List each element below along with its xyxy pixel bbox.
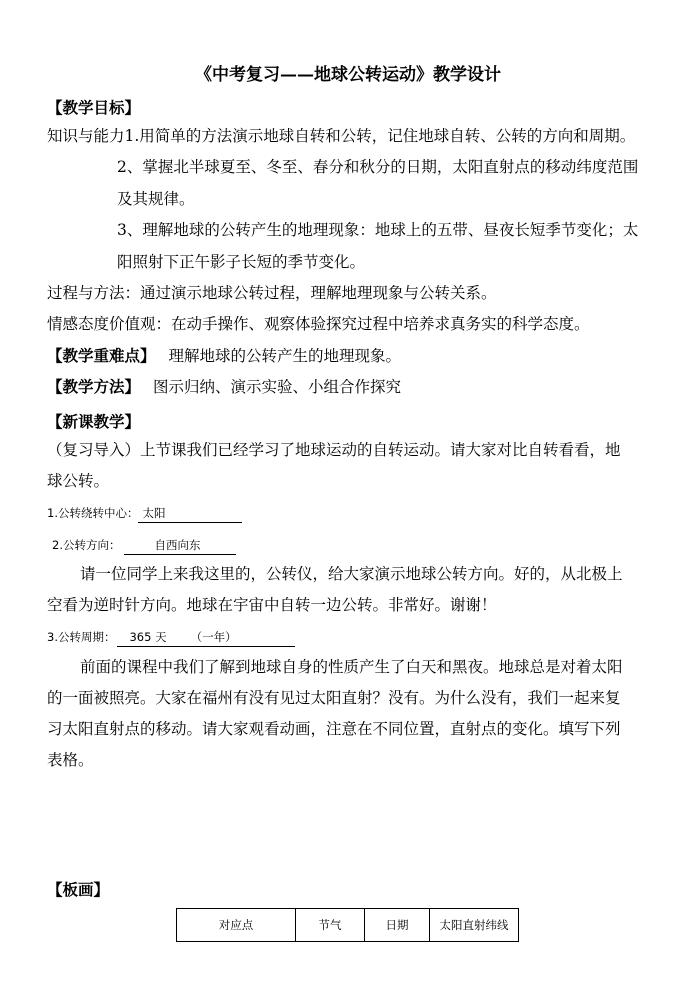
paragraph-line-1: 前面的课程中我们了解到地球自身的性质产生了白天和黑夜。地球总是对着太阳 [80,658,623,676]
question-3 [47,629,295,647]
section-new-lesson: 【新课教学】 [47,412,141,431]
method-text: 图示归纳、演示实验、小组合作探究 [152,378,401,396]
paragraph-line-4: 表格。 [47,751,94,769]
table-header-cell: 日期 [365,909,430,942]
question-2 [52,537,236,555]
table-header-cell: 对应点 [177,909,296,942]
section-key-point: 【教学重难点】 [47,346,156,365]
question-3-answer: 365 天 [129,630,167,644]
demo-line-2: 空看为逆时针方向。地球在宇宙中自转一边公转。非常好。谢谢！ [47,596,497,614]
question-1 [47,505,242,523]
question-1-answer: 太阳 [138,505,242,523]
objective-emotion: 情感态度价值观：在动手操作、观察体验探究过程中培养求真务实的科学态度。 [47,315,590,333]
table-header-cell: 太阳直射纬线 [430,909,519,942]
section-objectives: 【教学目标】 [47,98,141,117]
objective-process: 过程与方法：通过演示地球公转过程，理解地理现象与公转关系。 [47,284,497,302]
intro-line-2: 球公转。 [47,472,110,490]
objective-item-1: 1.用简单的方法演示地球自转和公转，记住地球自转、公转的方向和周期。 [124,127,636,145]
objective-knowledge-prefix: 知识与能力 [47,127,125,145]
objective-knowledge-line [47,129,635,145]
question-3-note: （一年） [190,630,237,644]
document-title: 《中考复习——地球公转运动》教学设计 [195,65,501,85]
key-point-line [47,348,401,365]
question-1-label: 1.公转绕转中心： [47,506,139,520]
key-point-text: 理解地球的公转产生的地理现象。 [168,347,401,365]
objective-item-3-line-1: 3、理解地球的公转产生的地理现象：地球上的五带、昼夜长短季节变化；太 [117,221,639,239]
demo-line-1: 请一位同学上来我这里的，公转仪，给大家演示地球公转方向。好的，从北极上 [80,565,623,583]
question-3-label: 3.公转周期： [47,630,116,644]
table-header-row [177,909,519,942]
section-board: 【板画】 [47,880,110,899]
table-header-cell: 节气 [296,909,365,942]
question-2-answer: 自西向东 [124,537,236,555]
method-line [47,379,401,396]
objective-item-2-line-2: 及其规律。 [117,190,195,208]
question-2-label: 2.公转方向： [52,538,121,552]
question-3-answer-line [117,629,295,647]
section-method: 【教学方法】 [47,377,141,396]
paragraph-line-2: 的一面被照亮。大家在福州有没有见过太阳直射？没有。为什么没有，我们一起来复 [47,689,621,707]
paragraph-line-3: 习太阳直射点的移动。请大家观看动画，注意在不同位置，直射点的变化。填写下列 [47,720,621,738]
board-table [176,908,519,942]
objective-item-3-line-2: 阳照射下正午影子长短的季节变化。 [117,253,366,271]
objective-item-2-line-1: 2、掌握北半球夏至、冬至、春分和秋分的日期，太阳直射点的移动纬度范围 [117,158,639,176]
intro-line-1: （复习导入）上节课我们已经学习了地球运动的自转运动。请大家对比自转看看，地 [47,441,621,459]
